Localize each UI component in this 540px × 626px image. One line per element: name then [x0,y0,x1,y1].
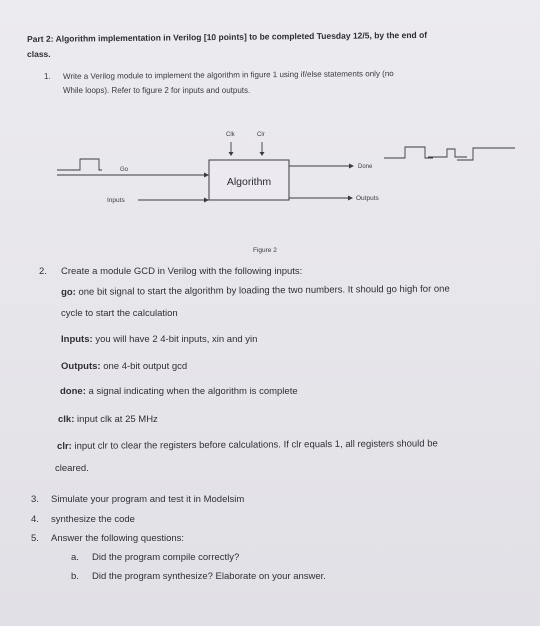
spec-outputs-label: Outputs: [61,361,101,372]
clr-label: Clr [257,132,265,138]
item-3-number: 3. [31,494,39,505]
spec-clr-text: input clr to clear the registers before calculations. If clr equals 1, all registers should be [74,438,438,452]
part-title-continued: class. [27,49,51,59]
spec-inputs-text: you will have 2 4-bit inputs, xin and yin [95,334,258,345]
item-5-text: Answer the following questions: [51,533,185,544]
spec-clk-label: clk: [58,414,75,425]
spec-clr-text-continued: cleared. [55,463,89,474]
outputs-arrow [289,196,353,201]
algorithm-label: Algorithm [226,176,272,188]
figure-caption: Figure 2 [253,247,277,254]
spec-go-text-continued: cycle to start the calculation [61,308,178,319]
done-waveform [384,147,433,158]
subitem-a-number: a. [71,552,79,563]
item-1-line-1: Write a Verilog module to implement the algorithm in figure 1 using if/else statements only (no [63,69,394,81]
subitem-b-text: Did the program synthesize? Elaborate on your answer. [92,571,326,582]
inputs-label: Inputs [107,197,125,204]
item-2-number: 2. [39,266,47,277]
item-4-number: 4. [31,514,39,525]
spec-go [61,284,450,298]
done-step-waveform [457,148,515,160]
done-pulse-waveform [428,149,467,157]
item-3-text: Simulate your program and test it in Modelsim [51,494,245,505]
go-arrow [57,173,209,178]
spec-done [60,386,298,397]
done-label: Done [358,164,373,170]
clk-arrow [229,142,234,156]
part-title: Part 2: Algorithm implementation in Verilog [10 points] to be completed Tuesday 12/5, by the end of [27,29,428,44]
item-4-text: synthesize the code [51,514,135,525]
spec-clk-text: input clk at 25 MHz [77,414,158,425]
spec-done-label: done: [60,386,86,397]
spec-inputs [61,334,257,345]
clr-arrow [260,142,265,156]
outputs-label: Outputs [356,195,379,202]
spec-inputs-label: Inputs: [61,334,93,345]
spec-outputs-text: one 4-bit output gcd [103,361,188,372]
go-label: Go [120,167,129,173]
subitem-a-text: Did the program compile correctly? [92,552,240,563]
subitem-b-number: b. [71,571,79,582]
item-2-text: Create a module GCD in Verilog with the following inputs: [61,266,303,277]
item-5-number: 5. [31,533,39,544]
spec-done-text: a signal indicating when the algorithm is complete [88,386,298,397]
clk-label: Clk [226,132,235,138]
spec-outputs [61,361,187,372]
spec-clr-label: clr: [57,440,72,452]
spec-go-text: one bit signal to start the algorithm by loading the two numbers. It should go high for one [78,283,450,298]
inputs-arrow [138,198,209,203]
item-1-line-2: While loops). Refer to figure 2 for inputs and outputs. [63,86,251,95]
spec-go-label: go: [61,286,76,298]
block-diagram [0,120,540,260]
spec-clr [57,438,438,452]
go-pulse-waveform [57,159,102,170]
spec-clk [58,414,158,425]
item-1-number: 1. [44,72,51,81]
done-arrow [289,164,354,169]
